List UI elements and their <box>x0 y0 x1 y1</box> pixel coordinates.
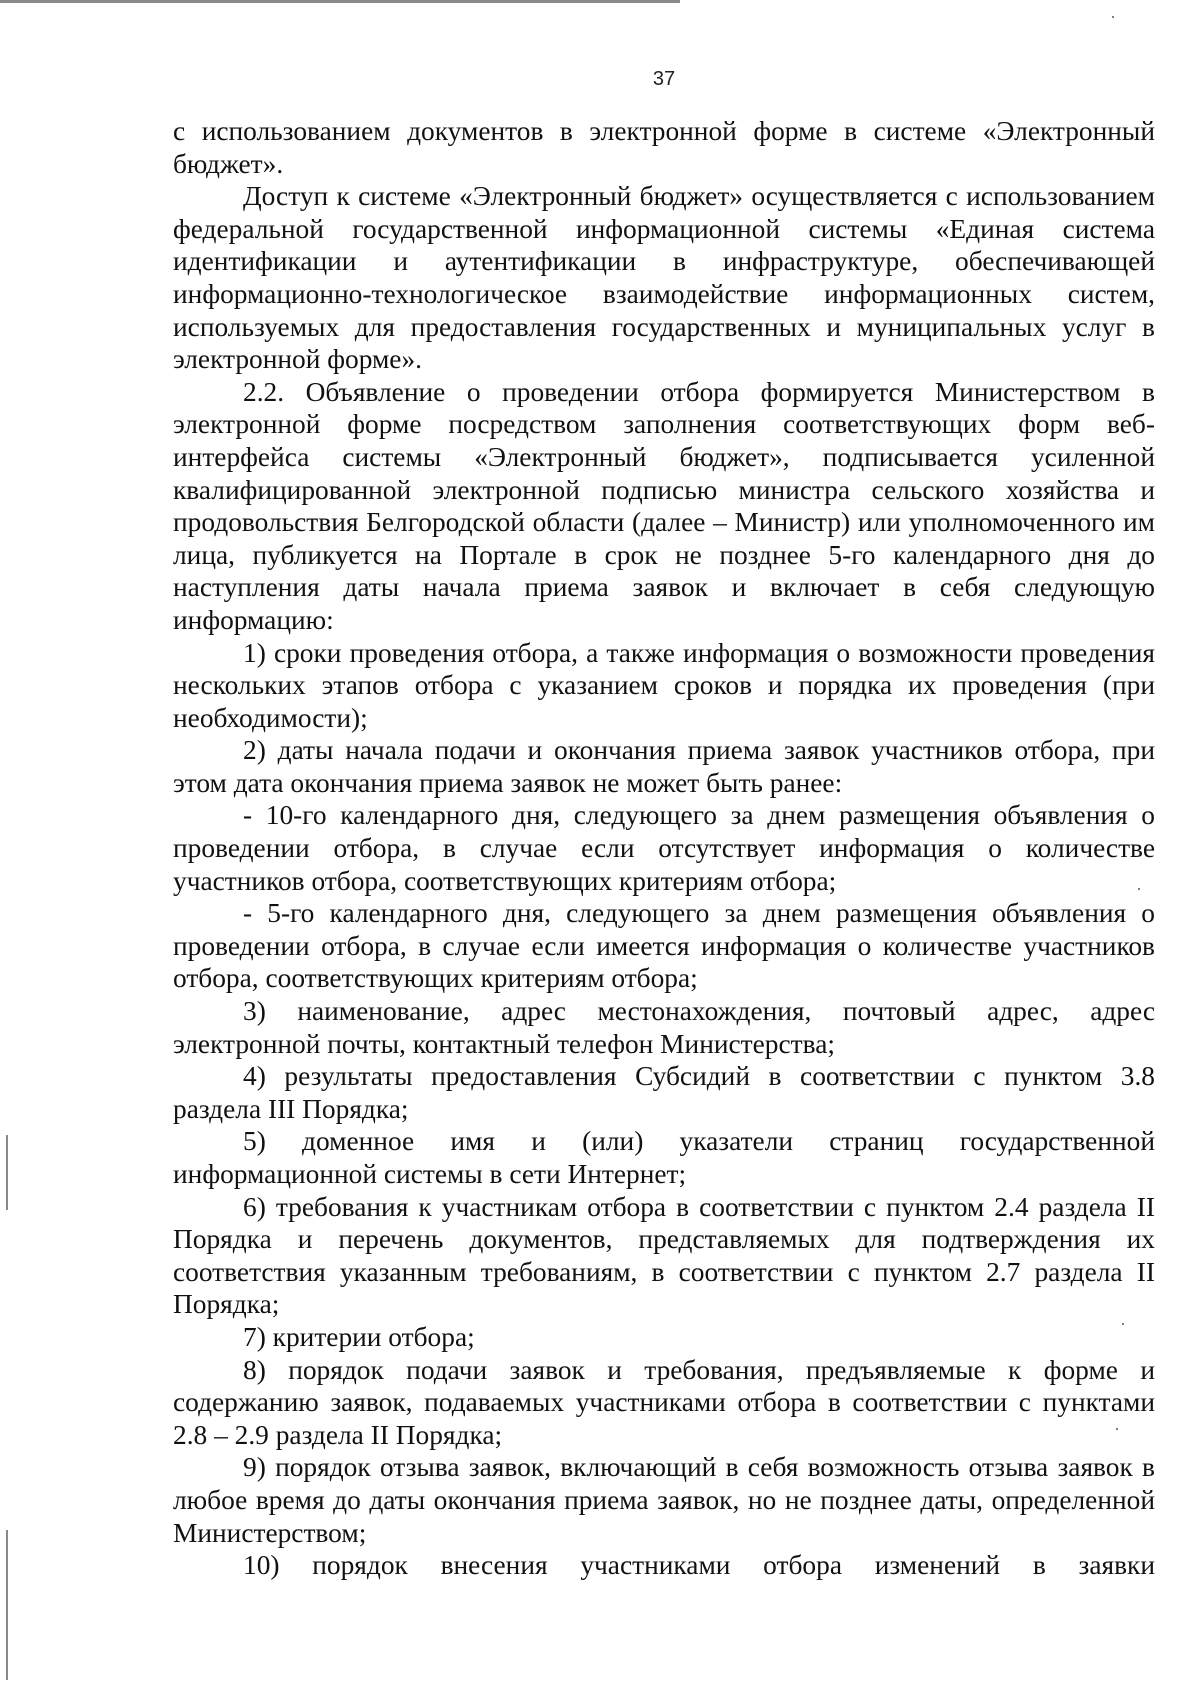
paragraph-2-2: 2.2. Объявление о проведении отбора формируется Министерством в электронной форме посредством заполнения соответствующих форм веб-интерфейса системы «Электронный бюджет», подписывается усиленной квалифицированной электронной подписью министра сельского хозяйства и продовольствия Белгородской области (далее – Министр) или уполномоченного им лица, публикуется на Портале в срок не позднее 5-го календарного дня до наступления даты начала приема заявок и включает в себя следующую информацию: <box>173 376 1155 635</box>
list-item-7: 7) критерии отбора; <box>243 1321 475 1352</box>
list-item-6: 6) требования к участникам отбора в соответствии с пунктом 2.4 раздела II Порядка и перечень документов, представляемых для подтверждения их соответствия указанным требованиям, в соответствии с пунктом 2.7 раздела II Порядка; <box>173 1191 1155 1320</box>
list-item-3: 3) наименование, адрес местонахождения, почтовый адрес, адрес электронной почты, контактный телефон Министерства; <box>173 996 1155 1059</box>
scan-margin-mark <box>6 1530 8 1680</box>
scan-speck <box>1112 16 1114 18</box>
list-item-9: 9) порядок отзыва заявок, включающий в себя возможность отзыва заявок в любое время до даты окончания приема заявок, но не позднее даты, определенной Министерством; <box>173 1452 1155 1548</box>
list-item-5: 5) доменное имя и (или) указатели страниц государственной информационной системы в сети Интернет; <box>173 1126 1155 1189</box>
document-body <box>173 115 1155 1582</box>
paragraph-access: Доступ к системе «Электронный бюджет» осуществляется с использованием федеральной государственной информационной системы «Единая система идентификации и аутентификации в инфраструктуре, обеспечивающей информационно-технологическое взаимодействие информационных систем, используемых для предоставления государственных и муниципальных услуг в электронной форме». <box>173 181 1155 375</box>
page-number: 37 <box>652 68 676 90</box>
list-item-10: 10) порядок внесения участниками отбора изменений в заявки <box>243 1550 1155 1581</box>
list-item-4: 4) результаты предоставления Субсидий в соответствии с пунктом 3.8 раздела III Порядка; <box>173 1061 1155 1124</box>
list-item-8: 8) порядок подачи заявок и требования, предъявляемые к форме и содержанию заявок, подаваемых участниками отбора в соответствии с пунктами 2.8 – 2.9 раздела II Порядка; <box>173 1354 1155 1450</box>
scan-top-edge <box>0 0 680 3</box>
sub-item-5-day: - 5-го календарного дня, следующего за днем размещения объявления о проведении отбора, в случае если имеется информация о количестве участников отбора, соответствующих критериям отбора; <box>173 898 1155 994</box>
sub-item-10-day: - 10-го календарного дня, следующего за днем размещения объявления о проведении отбора, в случае если отсутствует информация о количестве участников отбора, соответствующих критериям отбора; <box>173 800 1155 896</box>
list-item-1: 1) сроки проведения отбора, а также информация о возможности проведения нескольких этапов отбора с указанием сроков и порядка их проведения (при необходимости); <box>173 637 1155 733</box>
paragraph-continuation: с использованием документов в электронной форме в системе «Электронный бюджет». <box>173 116 1155 179</box>
scan-margin-mark <box>6 1135 8 1210</box>
list-item-2: 2) даты начала подачи и окончания приема заявок участников отбора, при этом дата окончания приема заявок не может быть ранее: <box>173 735 1155 798</box>
